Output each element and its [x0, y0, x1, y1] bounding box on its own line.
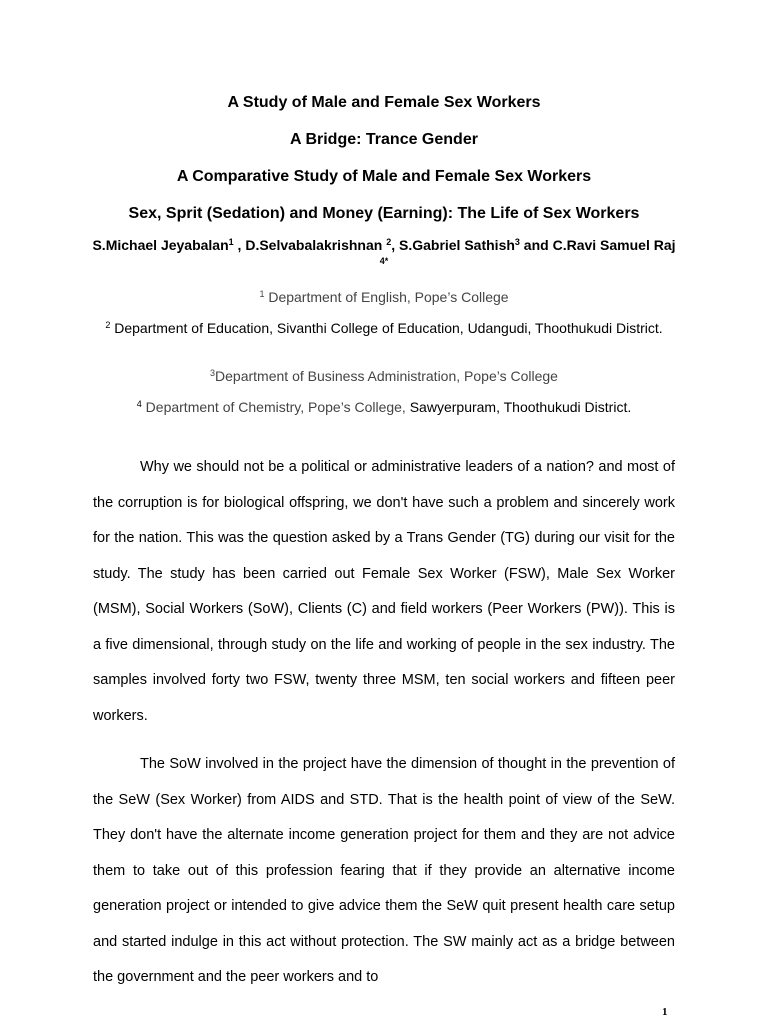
affiliation-4-text-light: Department of Chemistry, Pope’s College, [141, 399, 410, 415]
author-sep-2: , S.Gabriel Sathish [391, 237, 515, 253]
affiliation-3-sup: 3 [210, 368, 216, 378]
author-sep-1: , D.Selvabalakrishnan [233, 237, 387, 253]
affiliation-3-text: Department of Business Administration, Pope’s College [215, 368, 558, 384]
title-3: A Comparative Study of Male and Female Sex Workers [176, 168, 592, 185]
affiliation-1 [90, 288, 678, 306]
body-paragraph-2: The SoW involved in the project have the dimension of thought in the prevention of the SeW (Sex Worker) from AIDS and STD. That is the health point of view of the SeW. They don't have the alternate income generation project for them and they are not advice them to take out of this profession fearing that if they provide an alternative income generation project or intended to give advice them the SeW quit present health care setup and started indulge in this act without protection. The SW mainly act as a bridge between the government and the peer workers and to [93, 756, 675, 985]
author-sep-3: and C.Ravi Samuel Raj [519, 237, 676, 253]
affiliation-1-sup: 1 [259, 289, 265, 299]
title-1: A Study of Male and Female Sex Workers [227, 94, 541, 111]
affiliation-4 [90, 398, 678, 416]
author-3-sup: 3 [514, 237, 520, 247]
page-number: 1 [662, 1006, 668, 1018]
title-4: Sex, Sprit (Sedation) and Money (Earning): The Life of Sex Workers [128, 205, 640, 222]
author-1-sup: 1 [228, 237, 234, 247]
author-1: S.Michael Jeyabalan [92, 237, 229, 253]
affiliation-2-sup: 2 [105, 320, 111, 330]
affiliation-3 [90, 367, 678, 385]
affiliation-4-sup: 4 [136, 399, 142, 409]
affiliation-4-text: Sawyerpuram, Thoothukudi District. [409, 399, 632, 415]
author-2-sup: 2 [386, 237, 392, 247]
affiliation-2-text: Department of Education, Sivanthi College of Education, Udangudi, Thoothukudi District. [110, 320, 663, 336]
body-paragraph-1: Why we should not be a political or administrative leaders of a nation? and most of the corruption is for biological offspring, we don't have such a problem and sincerely work for the nation. This was the question asked by a Trans Gender (TG) during our visit for the study. The study has been carried out Female Sex Worker (FSW), Male Sex Worker (MSM), Social Workers (SoW), Clients (C) and field workers (Peer Workers (PW)). This is a five dimensional, through study on the life and working of people in the sex industry. The samples involved forty two FSW, twenty three MSM, ten social workers and fifteen peer workers. [93, 459, 675, 724]
affiliation-2 [90, 319, 678, 337]
title-2: A Bridge: Trance Gender [290, 131, 478, 148]
affiliation-1-text: Department of English, Pope’s College [264, 289, 509, 305]
author-4-sup: 4* [379, 256, 389, 266]
author-list [90, 236, 678, 274]
